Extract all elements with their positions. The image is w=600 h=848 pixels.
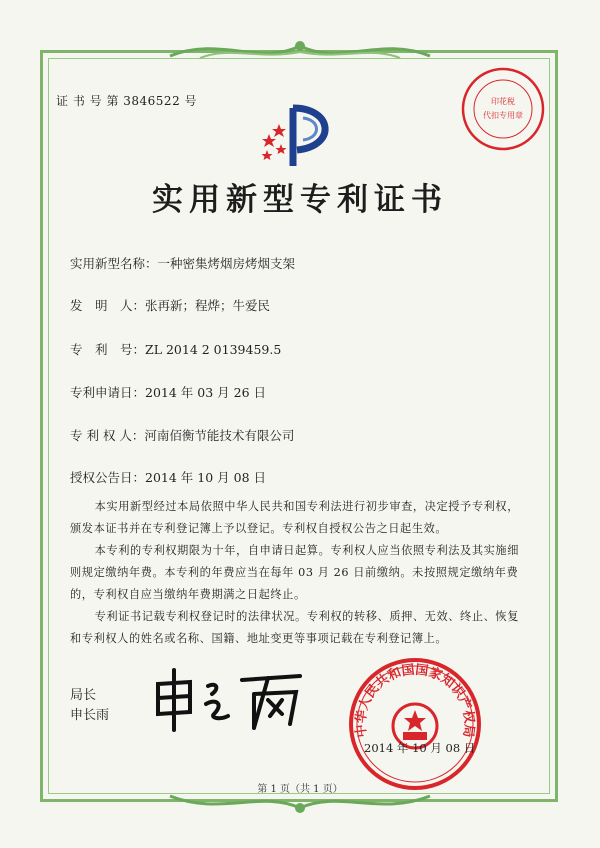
state-ip-office-seal — [345, 654, 485, 794]
inventors: 张再新；程烨；牛爱民 — [145, 298, 271, 313]
paragraph-term: 本专利的专利权期限为十年，自申请日起算。专利权人应当依照专利法及其实施细则规定缴纳年费。本专利的年费应当在每年 03 月 26 日前缴纳。未按照规定缴纳年费的，专利权自应当缴纳年费期满之日起终止。 — [70, 544, 519, 601]
certificate-title: 实用新型专利证书 — [152, 182, 448, 218]
patentee: 河南佰衡节能技术有限公司 — [144, 428, 295, 443]
paragraph-grant: 本实用新型经过本局依照中华人民共和国专利法进行初步审查，决定授予专利权，颁发本证书并在专利登记簿上予以登记。专利权自授权公告之日起生效。 — [70, 500, 519, 535]
page-indicator: 第 1 页（共 1 页） — [257, 784, 343, 795]
filing-date-label: 专利申请日： — [70, 385, 146, 400]
filing-date: 2014 年 03 月 26 日 — [145, 385, 267, 400]
svg-text:中华人民共和国国家知识产权局: 中华人民共和国国家知识产权局 — [353, 662, 477, 739]
agency-seal — [458, 64, 548, 154]
patentee-label: 专 利 权 人： — [70, 428, 145, 443]
sipo-logo — [255, 100, 345, 170]
paragraph-legal-status: 专利证书记载专利权登记时的法律状况。专利权的转移、质押、无效、终止、恢复和专利权人的姓名或名称、国籍、地址变更等事项记载在专利登记簿上。 — [70, 610, 519, 645]
patent-number: ZL 2014 2 0139459.5 — [145, 342, 282, 357]
patent-number-label: 专 利 号： — [70, 342, 146, 357]
filing-date-row — [70, 383, 266, 401]
grant-date: 2014 年 10 月 08 日 — [364, 741, 476, 755]
top-ornament — [160, 36, 440, 66]
svg-text:印花税: 印花税 — [491, 97, 515, 106]
inventor-row — [70, 296, 270, 314]
utility-model-name: 一种密集烤烟房烤烟支架 — [157, 256, 296, 271]
patent-number-row — [70, 340, 281, 358]
announcement-date-row — [70, 468, 266, 486]
director-title: 局长 — [70, 688, 97, 703]
utility-model-name-label: 实用新型名称： — [70, 256, 158, 271]
announcement-date: 2014 年 10 月 08 日 — [145, 470, 267, 485]
director-signature-block — [70, 686, 109, 726]
director-name: 申长雨 — [70, 708, 110, 723]
announcement-date-label: 授权公告日： — [70, 470, 146, 485]
utility-model-name-row — [70, 254, 295, 272]
certificate-number: 证 书 号 第 3846522 号 — [56, 94, 198, 108]
handwritten-signature — [150, 664, 310, 734]
svg-text:代扣专用章: 代扣专用章 — [483, 111, 523, 120]
inventor-label: 发 明 人： — [70, 298, 146, 313]
patentee-row — [70, 426, 294, 444]
